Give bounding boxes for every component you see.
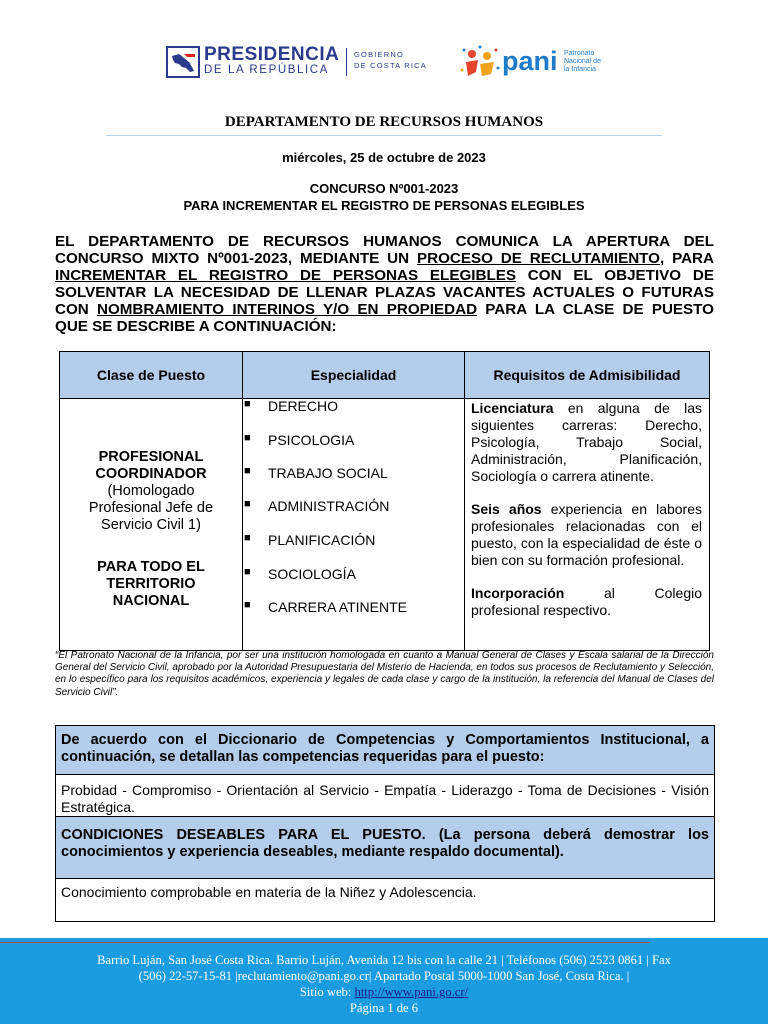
- announce-underline-1: PROCESO DE RECLUTAMIENTO: [416, 250, 660, 267]
- clase-title-1: PROFESIONAL: [98, 449, 204, 465]
- puesto-table: [59, 351, 710, 651]
- header-requisitos: Requisitos de Admisibilidad: [465, 352, 709, 399]
- header-especialidad: Especialidad: [243, 352, 464, 399]
- page-footer: [0, 938, 768, 1024]
- especialidad-item: [244, 432, 464, 448]
- homologation-footnote: “El Patronato Nacional de la Infancia, por ser una institución homologada en cuanto a Manual General de Clases y Escala salarial de la Dirección General del Servicio Civil, aprobado por la Autoridad Presupuestaria del Misterio de Hacienda, en todos sus procesos de Reclutamiento y Selección, en lo específico para los requisitos académicos, experiencia y legales de cada clase y cargo de la institución, la referencia del Manual de Clases del Servicio Civil”.: [55, 650, 714, 698]
- especialidad-label: TRABAJO SOCIAL: [268, 465, 388, 481]
- requisito-licenciatura: [471, 400, 702, 485]
- announce-text-3: CON EL OBJETIVO DE SOLVENTAR LA NECESIDAD DE LLENAR PLAZAS VACANTES ACTUALES O FUTURAS CON: [55, 267, 715, 318]
- especialidad-item: [244, 465, 464, 481]
- especialidad-label: PLANIFICACIÓN: [268, 532, 376, 548]
- announcement-paragraph: [55, 233, 714, 335]
- pani-sub-2: Nacional de: [564, 58, 601, 65]
- footer-website: [0, 985, 768, 1000]
- requisito-experiencia: [471, 501, 702, 569]
- competencias-table: [55, 725, 715, 922]
- bullet-icon: ■: [244, 566, 251, 578]
- bullet-icon: ■: [244, 498, 251, 510]
- requisitos-cell: [471, 400, 702, 619]
- announce-text-4: PARA LA CLASE DE PUESTO: [477, 301, 714, 318]
- territorio-2: TERRITORIO: [106, 576, 196, 592]
- website-link[interactable]: http://www.pani.go.cr/: [354, 985, 469, 999]
- pani-sub-3: la Infancia: [564, 66, 596, 73]
- pani-logo: [458, 42, 618, 86]
- especialidad-item: [244, 532, 464, 548]
- pani-sub-1: Patronato: [564, 50, 595, 57]
- clase-homologado-1: (Homologado: [107, 483, 195, 499]
- department-title: DEPARTAMENTO DE RECURSOS HUMANOS: [224, 114, 544, 130]
- bullet-icon: ■: [244, 432, 251, 444]
- clase-homologado-2: Profesional Jefe de: [88, 500, 214, 516]
- presidencia-subtitle: DE LA REPÚBLICA: [204, 64, 329, 76]
- especialidad-label: SOCIOLOGÍA: [268, 566, 356, 582]
- pani-children-icon: [458, 42, 502, 86]
- requisito-text: experiencia en labores profesionales relacionadas con el puesto, con la especialidad de éste o bien con su formación profesional.: [471, 501, 702, 568]
- requisito-bold: Seis años: [471, 501, 542, 517]
- especialidad-item: [244, 599, 464, 615]
- announce-underline-2: INCREMENTAR EL REGISTRO DE PERSONAS ELEGIBLES: [55, 267, 516, 284]
- especialidad-label: ADMINISTRACIÓN: [268, 498, 390, 514]
- logo-divider: [346, 48, 347, 76]
- requisito-incorporacion: [471, 585, 702, 619]
- costa-rica-line: DE COSTA RICA: [354, 61, 427, 70]
- column-divider: [242, 352, 243, 650]
- website-label: Sitio web:: [299, 985, 355, 999]
- page-number: Página 1 de 6: [349, 1001, 419, 1015]
- especialidad-label: DERECHO: [268, 398, 339, 414]
- especialidad-item: [244, 498, 464, 514]
- competencias-list: Probidad - Compromiso - Orientación al Servicio - Empatía - Liderazgo - Toma de Decisiones - Visión Estratégica.: [56, 775, 714, 817]
- especialidad-label: PSICOLOGIA: [268, 432, 355, 448]
- footer-divider: [0, 942, 650, 943]
- presidencia-title: PRESIDENCIA: [204, 44, 340, 65]
- especialidad-item: [244, 566, 464, 582]
- bullet-icon: ■: [244, 532, 251, 544]
- announce-text-1: EL DEPARTAMENTO DE RECURSOS HUMANOS COMUNICA LA APERTURA DEL CONCURSO MIXTO Nº001-2023, MEDIANTE UN: [55, 233, 714, 267]
- requisito-text: en alguna de las siguientes carreras: Derecho, Psicología, Trabajo Social, Administración, Planificación, Sociología o carrera atinente.: [471, 400, 702, 484]
- announce-text-5: QUE SE DESCRIBE A CONTINUACIÓN:: [55, 318, 337, 335]
- department-divider: [106, 135, 662, 136]
- footer-contact: (506) 22-57-15-81 |reclutamiento@pani.go.cr| Apartado Postal 5000-1000 San José, Costa Rica. |: [138, 969, 630, 983]
- clase-homologado-3: Servicio Civil 1): [101, 517, 201, 533]
- pani-wordmark: pani: [502, 46, 558, 76]
- territorio-3: NACIONAL: [112, 593, 190, 609]
- concurso-title: PARA INCREMENTAR EL REGISTRO DE PERSONAS ELEGIBLES: [183, 198, 585, 213]
- requisito-bold: Licenciatura: [471, 400, 554, 416]
- territorio-1: PARA TODO EL: [97, 559, 205, 575]
- bullet-icon: ■: [244, 398, 251, 410]
- especialidad-item: [244, 398, 464, 414]
- column-divider: [464, 352, 465, 650]
- requisito-bold: Incorporación: [471, 585, 565, 601]
- document-date: miércoles, 25 de octubre de 2023: [282, 150, 486, 165]
- footer-address: Barrio Luján, San José Costa Rica. Barrio Luján, Avenida 12 bis con la calle 21 | Teléfonos (506) 2523 0861 | Fax: [97, 953, 671, 967]
- bullet-icon: ■: [244, 599, 251, 611]
- presidencia-logo: [166, 46, 428, 78]
- gobierno-line: GOBIERNO: [354, 50, 405, 59]
- announce-text-2: , PARA: [659, 250, 714, 267]
- concurso-number: CONCURSO Nº001-2023: [309, 181, 459, 196]
- requisito-text: al Colegio profesional respectivo.: [471, 585, 702, 618]
- condiciones-heading: CONDICIONES DESEABLES PARA EL PUESTO. (La persona deberá demostrar los conocimientos y experiencia deseables, mediante respaldo documental).: [56, 817, 714, 879]
- costa-rica-map-icon: [166, 46, 200, 78]
- announce-underline-3: NOMBRAMIENTO INTERINOS Y/O EN PROPIEDAD: [97, 301, 478, 318]
- header-clase: Clase de Puesto: [60, 352, 242, 399]
- bullet-icon: ■: [244, 465, 251, 477]
- clase-cell: [60, 400, 242, 610]
- competencias-heading: De acuerdo con el Diccionario de Competencias y Comportamientos Institucional, a continuación, se detallan las competencias requeridas para el puesto:: [56, 726, 714, 775]
- clase-title-2: COORDINADOR: [95, 466, 207, 482]
- condiciones-text: Conocimiento comprobable en materia de la Niñez y Adolescencia.: [61, 884, 477, 900]
- especialidad-label: CARRERA ATINENTE: [268, 599, 407, 615]
